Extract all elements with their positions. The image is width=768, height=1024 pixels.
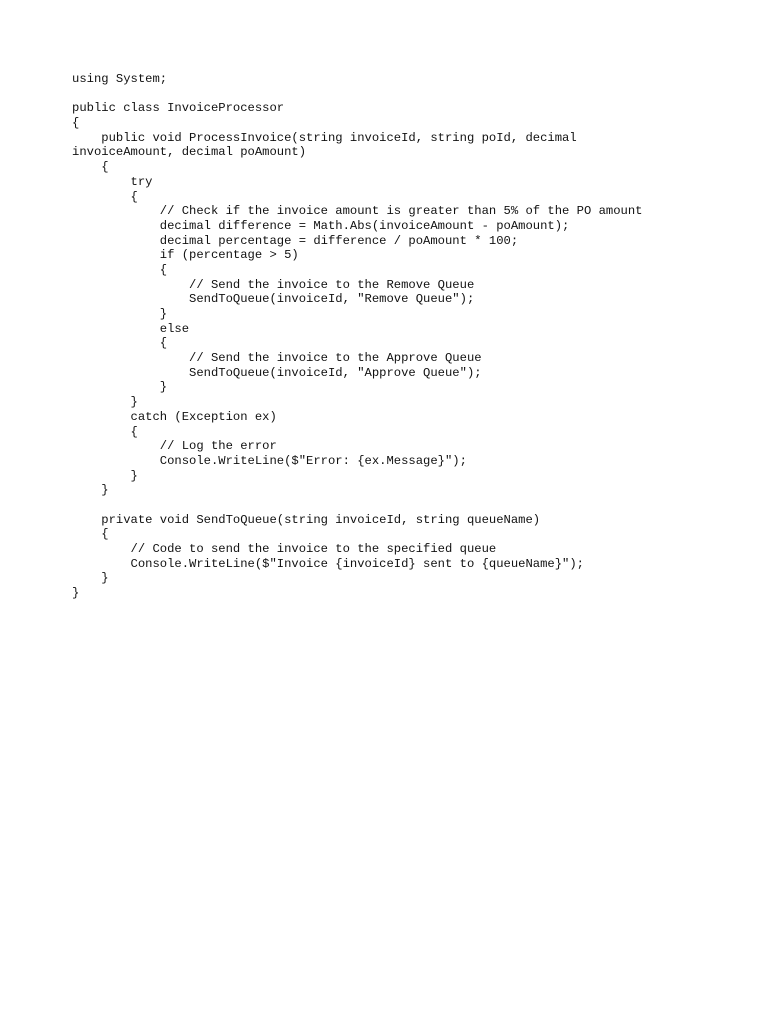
code-line: {	[72, 262, 168, 277]
code-line: }	[72, 395, 138, 410]
code-line: public class InvoiceProcessor	[72, 101, 285, 116]
code-line: }	[72, 586, 80, 601]
code-line: private void SendToQueue(string invoiceId, string queueName)	[72, 512, 541, 527]
code-line: // Send the invoice to the Remove Queue	[72, 277, 475, 292]
code-line: }	[72, 468, 138, 483]
code-line: // Code to send the invoice to the specified queue	[72, 542, 497, 556]
code-line: {	[72, 424, 138, 439]
code-line	[72, 498, 712, 513]
code-line: public void ProcessInvoice(string invoiceId, string poId, decimal	[72, 130, 577, 145]
code-line: decimal difference = Math.Abs(invoiceAmount - poAmount);	[72, 218, 570, 233]
code-line: }	[72, 307, 168, 321]
code-line: decimal percentage = difference / poAmount * 100;	[72, 233, 519, 248]
code-line: SendToQueue(invoiceId, "Approve Queue");	[72, 365, 482, 380]
code-line: invoiceAmount, decimal poAmount)	[72, 145, 307, 160]
code-line: {	[72, 160, 109, 175]
code-line: {	[72, 336, 168, 351]
code-line: try	[72, 174, 153, 189]
code-line: {	[72, 527, 109, 542]
code-line: Console.WriteLine($"Invoice {invoiceId} sent to {queueName}");	[72, 556, 584, 571]
code-line: SendToQueue(invoiceId, "Remove Queue");	[72, 292, 475, 307]
code-line: {	[72, 116, 80, 131]
code-line	[72, 87, 712, 102]
code-line: else	[72, 321, 190, 336]
code-line: }	[72, 571, 109, 586]
code-line: if (percentage > 5)	[72, 248, 299, 263]
code-line: // Check if the invoice amount is greater than 5% of the PO amount	[72, 204, 643, 219]
code-line: using System;	[72, 72, 168, 86]
code-block	[72, 72, 712, 601]
code-line: }	[72, 483, 109, 498]
code-line: {	[72, 189, 138, 204]
code-line: Console.WriteLine($"Error: {ex.Message}");	[72, 453, 467, 468]
code-line: // Send the invoice to the Approve Queue	[72, 351, 482, 366]
code-line: }	[72, 380, 168, 395]
code-line: catch (Exception ex)	[72, 409, 277, 424]
code-line: // Log the error	[72, 439, 277, 454]
